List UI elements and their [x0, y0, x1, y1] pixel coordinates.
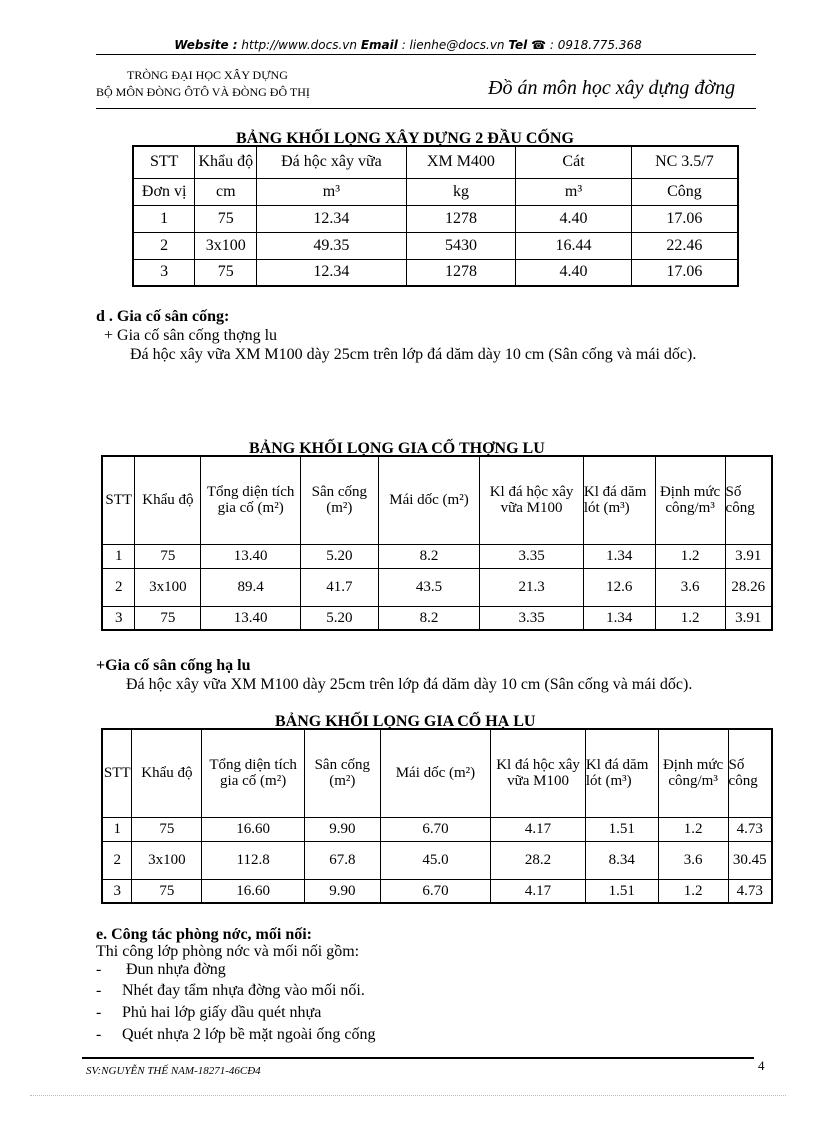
table1-header: STT: [133, 146, 195, 178]
table-cell: 6.70: [380, 817, 491, 841]
site-header: [0, 38, 816, 52]
table1-unit: m³: [257, 178, 406, 205]
table3-header: Kl đá dăm lót (m³): [585, 729, 658, 817]
table1-unit: cm: [195, 178, 257, 205]
email-label: Email: [360, 38, 398, 52]
table2-header-row: [102, 456, 772, 544]
table-cell: 75: [132, 817, 202, 841]
table-cell: 17.06: [631, 259, 738, 286]
table-cell: 45.0: [380, 841, 491, 879]
table-cell: 5.20: [300, 544, 378, 568]
table-cell: 16.60: [202, 879, 305, 903]
table3-header: Khẩu độ: [132, 729, 202, 817]
section-d-sub: + Gia cố sân cống thợng lu: [104, 327, 278, 344]
table-cell: 3x100: [135, 568, 201, 606]
table2-header: Tổng diện tích gia cố (m²): [201, 456, 301, 544]
table-cell: 9.90: [304, 879, 380, 903]
table-cell: 75: [132, 879, 202, 903]
table-row: [102, 817, 772, 841]
dash-bullet: -: [96, 1026, 102, 1043]
table3-header: Định mức công/m³: [658, 729, 728, 817]
table1-header-row: [133, 146, 738, 178]
header-rule: [96, 54, 756, 55]
table3: [101, 728, 773, 904]
table-cell: 3.6: [658, 841, 728, 879]
table-cell: 8.2: [378, 606, 480, 630]
table-cell: 75: [135, 544, 201, 568]
table-cell: 43.5: [378, 568, 480, 606]
dash-bullet: -: [96, 982, 102, 999]
table3-caption: BẢNG KHỐI LỌNG GIA CỐ HẠ LU: [275, 713, 536, 730]
table2-header: Sân cống (m²): [300, 456, 378, 544]
table-cell: 1.2: [658, 817, 728, 841]
section-d-paragraph: Đá hộc xây vữa XM M100 dày 25cm trên lớp đá dăm dày 10 cm (Sân cống và mái dốc).: [130, 346, 697, 363]
table-cell: 16.44: [516, 232, 632, 259]
table1-unit: kg: [406, 178, 516, 205]
table-cell: 1.51: [585, 817, 658, 841]
table-row: [102, 879, 772, 903]
table-cell: 112.8: [202, 841, 305, 879]
table2-header: Định mức công/m³: [655, 456, 725, 544]
table-cell: 13.40: [201, 544, 301, 568]
table-cell: 8.34: [585, 841, 658, 879]
table1-unit-row: [133, 178, 738, 205]
list-item-text: Nhét đay tẩm nhựa đờng vào mối nối.: [122, 982, 365, 999]
department-name: BỘ MÔN ĐÒNG ÔTÔ VÀ ĐÒNG ĐÔ THỊ: [96, 85, 310, 99]
table-cell: 5.20: [300, 606, 378, 630]
table-cell: 4.40: [516, 205, 632, 232]
table-cell: 1.2: [658, 879, 728, 903]
table-cell: 4.17: [491, 817, 586, 841]
table-cell: 89.4: [201, 568, 301, 606]
table-cell: 5430: [406, 232, 516, 259]
table-row: [133, 232, 738, 259]
table1-header: Khẩu độ: [195, 146, 257, 178]
table-cell: 3.35: [480, 544, 584, 568]
table-cell: 28.2: [491, 841, 586, 879]
table3-header: Mái dốc (m²): [380, 729, 491, 817]
table-cell: 2: [102, 568, 135, 606]
table-cell: 12.34: [257, 259, 406, 286]
list-item: [96, 961, 226, 979]
table1-header: Đá hộc xây vữa: [257, 146, 406, 178]
table1: [132, 145, 739, 287]
table2-header: STT: [102, 456, 135, 544]
table3-header-row: [102, 729, 772, 817]
table-cell: 1278: [406, 259, 516, 286]
list-item-text: Đun nhựa đờng: [126, 961, 226, 978]
list-item: [96, 1004, 322, 1022]
table-cell: 1: [102, 817, 132, 841]
list-item: [96, 982, 365, 1000]
list-item-text: Quét nhựa 2 lớp bề mặt ngoài ống cống: [122, 1026, 376, 1043]
table-row: [133, 205, 738, 232]
section-e-heading: e. Công tác phòng nớc, mối nối:: [96, 926, 312, 943]
table-cell: 41.7: [300, 568, 378, 606]
table-cell: 1.2: [655, 606, 725, 630]
table-cell: 3.6: [655, 568, 725, 606]
table-cell: 8.2: [378, 544, 480, 568]
table-row: [102, 544, 772, 568]
table3-header: Tổng diện tích gia cố (m²): [202, 729, 305, 817]
table1-caption: BẢNG KHỐI LỌNG XÂY DỰNG 2 ĐẦU CỐNG: [236, 130, 574, 147]
table1-header: XM M400: [406, 146, 516, 178]
table-cell: 12.6: [583, 568, 655, 606]
table-cell: 3: [102, 606, 135, 630]
list-item-text: Phủ hai lớp giấy dầu quét nhựa: [122, 1004, 322, 1021]
table2: [101, 455, 773, 631]
table-cell: 67.8: [304, 841, 380, 879]
table-cell: 4.73: [728, 817, 772, 841]
table-cell: 2: [102, 841, 132, 879]
table-cell: 3: [133, 259, 195, 286]
table-cell: 9.90: [304, 817, 380, 841]
tel-number: : 0918.775.368: [549, 38, 642, 52]
footer-rule: [82, 1057, 754, 1059]
dash-bullet: -: [96, 1004, 102, 1021]
section-e-intro: Thi công lớp phòng nớc và mối nối gồm:: [96, 943, 360, 960]
table2-caption: BẢNG KHỐI LỌNG GIA CỐ THỢNG LU: [249, 440, 545, 457]
table-cell: 1.34: [583, 606, 655, 630]
table-cell: 13.40: [201, 606, 301, 630]
table3-header: STT: [102, 729, 132, 817]
website-url[interactable]: http://www.docs.vn: [241, 38, 358, 52]
header-rule-2: [96, 108, 756, 109]
table1-header: NC 3.5/7: [631, 146, 738, 178]
list-item: [96, 1026, 376, 1044]
table-cell: 1: [102, 544, 135, 568]
table-row: [102, 841, 772, 879]
table-cell: 4.40: [516, 259, 632, 286]
school-name: TRÒNG ĐẠI HỌC XÂY DỰNG: [127, 68, 288, 82]
dash-bullet: -: [96, 961, 102, 978]
table-cell: 1.34: [583, 544, 655, 568]
website-label: Website :: [174, 38, 238, 52]
table-cell: 49.35: [257, 232, 406, 259]
table2-header: Kl đá hộc xây vữa M100: [480, 456, 584, 544]
page-number: 4: [758, 1058, 765, 1073]
table-cell: 3: [102, 879, 132, 903]
table-cell: 30.45: [728, 841, 772, 879]
table-cell: 6.70: [380, 879, 491, 903]
table-cell: 3x100: [132, 841, 202, 879]
table-cell: 3.91: [725, 606, 772, 630]
table-cell: 2: [133, 232, 195, 259]
table2-header: Số công: [725, 456, 772, 544]
section-ha-paragraph: Đá hộc xây vữa XM M100 dày 25cm trên lớp đá dăm dày 10 cm (Sân cống và mái dốc).: [126, 676, 693, 693]
section-ha-sub: +Gia cố sân cống hạ lu: [96, 657, 251, 674]
table2-header: Mái dốc (m²): [378, 456, 480, 544]
table-row: [133, 259, 738, 286]
table-cell: 21.3: [480, 568, 584, 606]
project-title: Đồ án môn học xây dựng đờng: [488, 77, 736, 99]
table-cell: 75: [195, 259, 257, 286]
email-address[interactable]: : lienhe@docs.vn: [401, 38, 505, 52]
table1-unit: Công: [631, 178, 738, 205]
table-cell: 16.60: [202, 817, 305, 841]
table-cell: 1: [133, 205, 195, 232]
table-cell: 75: [135, 606, 201, 630]
table-cell: 4.73: [728, 879, 772, 903]
table3-header: Số công: [728, 729, 772, 817]
table3-header: Kl đá hộc xây vữa M100: [491, 729, 586, 817]
phone-icon: ☎: [531, 38, 547, 52]
table-cell: 1.51: [585, 879, 658, 903]
table-cell: 28.26: [725, 568, 772, 606]
table1-header: Cát: [516, 146, 632, 178]
table1-unit: Đơn vị: [133, 178, 195, 205]
table-cell: 4.17: [491, 879, 586, 903]
table-cell: 1278: [406, 205, 516, 232]
page-bottom-divider: [30, 1095, 786, 1096]
table-cell: 22.46: [631, 232, 738, 259]
tel-label: Tel: [508, 38, 528, 52]
table-cell: 3.91: [725, 544, 772, 568]
table-cell: 75: [195, 205, 257, 232]
table-cell: 3x100: [195, 232, 257, 259]
table-cell: 17.06: [631, 205, 738, 232]
table3-header: Sân cống (m²): [304, 729, 380, 817]
section-d-heading: d . Gia cố sân cống:: [96, 308, 230, 325]
table1-unit: m³: [516, 178, 632, 205]
table2-header: Khẩu độ: [135, 456, 201, 544]
table-cell: 12.34: [257, 205, 406, 232]
footer-student: SV:NGUYỄN THẾ NAM-18271-46CĐ4: [86, 1065, 261, 1077]
table-row: [102, 606, 772, 630]
table-row: [102, 568, 772, 606]
table2-header: Kl đá dăm lót (m³): [583, 456, 655, 544]
table-cell: 3.35: [480, 606, 584, 630]
table-cell: 1.2: [655, 544, 725, 568]
